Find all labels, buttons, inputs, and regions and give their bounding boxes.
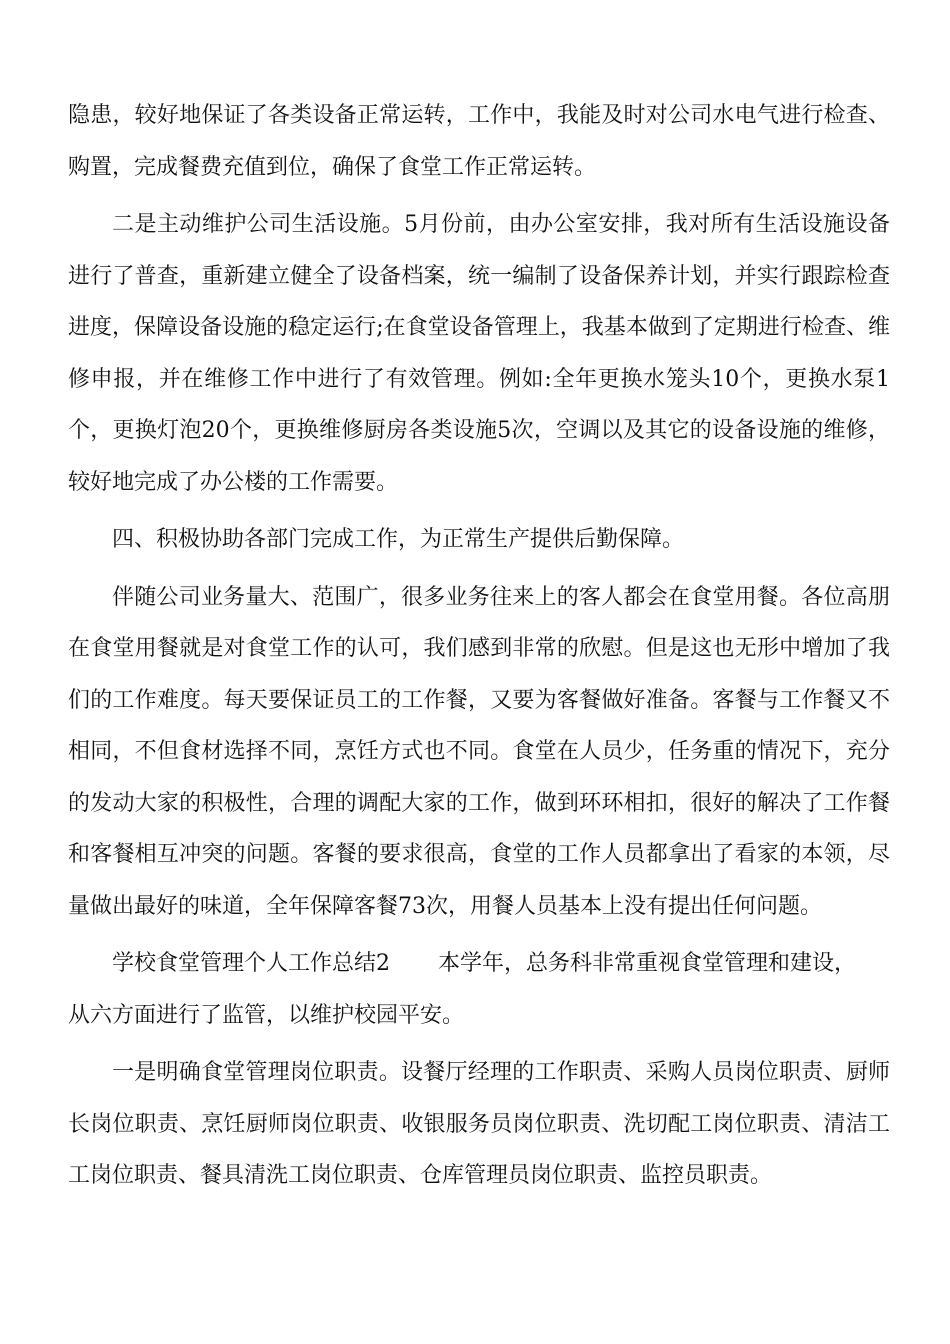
paragraph-continued: 隐患，较好地保证了各类设备正常运转，工作中，我能及时对公司水电气进行检查、购置，完成餐费充值到位，确保了食堂工作正常运转。 <box>68 103 890 180</box>
paragraph-guest-meals: 伴随公司业务量大、范围广，很多业务往来上的客人都会在食堂用餐。各位高朋在食堂用餐就是对食堂工作的认可，我们感到非常的欣慰。但是这也无形中增加了我们的工作难度。每天要保证员工的工作餐，又要为客餐做好准备。客餐与工作餐又不相同，不但食材选择不同，烹饪方式也不同。食堂在人员少，任务重的情况下，充分的发动大家的积极性，合理的调配大家的工作，做到环环相扣，很好的解决了工作餐和客餐相互冲突的问题。客餐的要求很高，食堂的工作人员都拿出了看家的本领，尽量做出最好的味道，全年保障客餐73次，用餐人员基本上没有提出任何问题。 <box>68 584 890 919</box>
paragraph-summary-2 <box>68 938 890 990</box>
document-body <box>68 90 890 1208</box>
paragraph-facility-maintenance: 二是主动维护公司生活设施。5月份前，由办公室安排，我对所有生活设施设备进行了普查，重新建立健全了设备档案，统一编制了设备保养计划，并实行跟踪检查进度，保障设备设施的稳定运行;在食堂设备管理上，我基本做到了定期进行检查、维修申报，并在维修工作中进行了有效管理。例如:全年更换水笼头10个，更换水泵1个，更换灯泡20个，更换维修厨房各类设施5次，空调以及其它的设备设施的维修，较好地完成了办公楼的工作需要。 <box>68 212 890 495</box>
paragraph-job-duties: 一是明确食堂管理岗位职责。设餐厅经理的工作职责、采购人员岗位职责、厨师长岗位职责、烹饪厨师岗位职责、收银服务员岗位职责、洗切配工岗位职责、清洁工工岗位职责、餐具清洗工岗位职责、仓库管理员岗位职责、监控员职责。 <box>68 1060 890 1188</box>
summary-title: 学校食堂管理个人工作总结2 <box>112 951 390 976</box>
summary-intro: 本学年，总务科非常重视食堂管理和建设， <box>438 951 857 976</box>
paragraph-supervision: 从六方面进行了监管，以维护校园平安。 <box>68 1002 465 1028</box>
section-heading-four: 四、积极协助各部门完成工作，为正常生产提供后勤保障。 <box>112 527 685 552</box>
